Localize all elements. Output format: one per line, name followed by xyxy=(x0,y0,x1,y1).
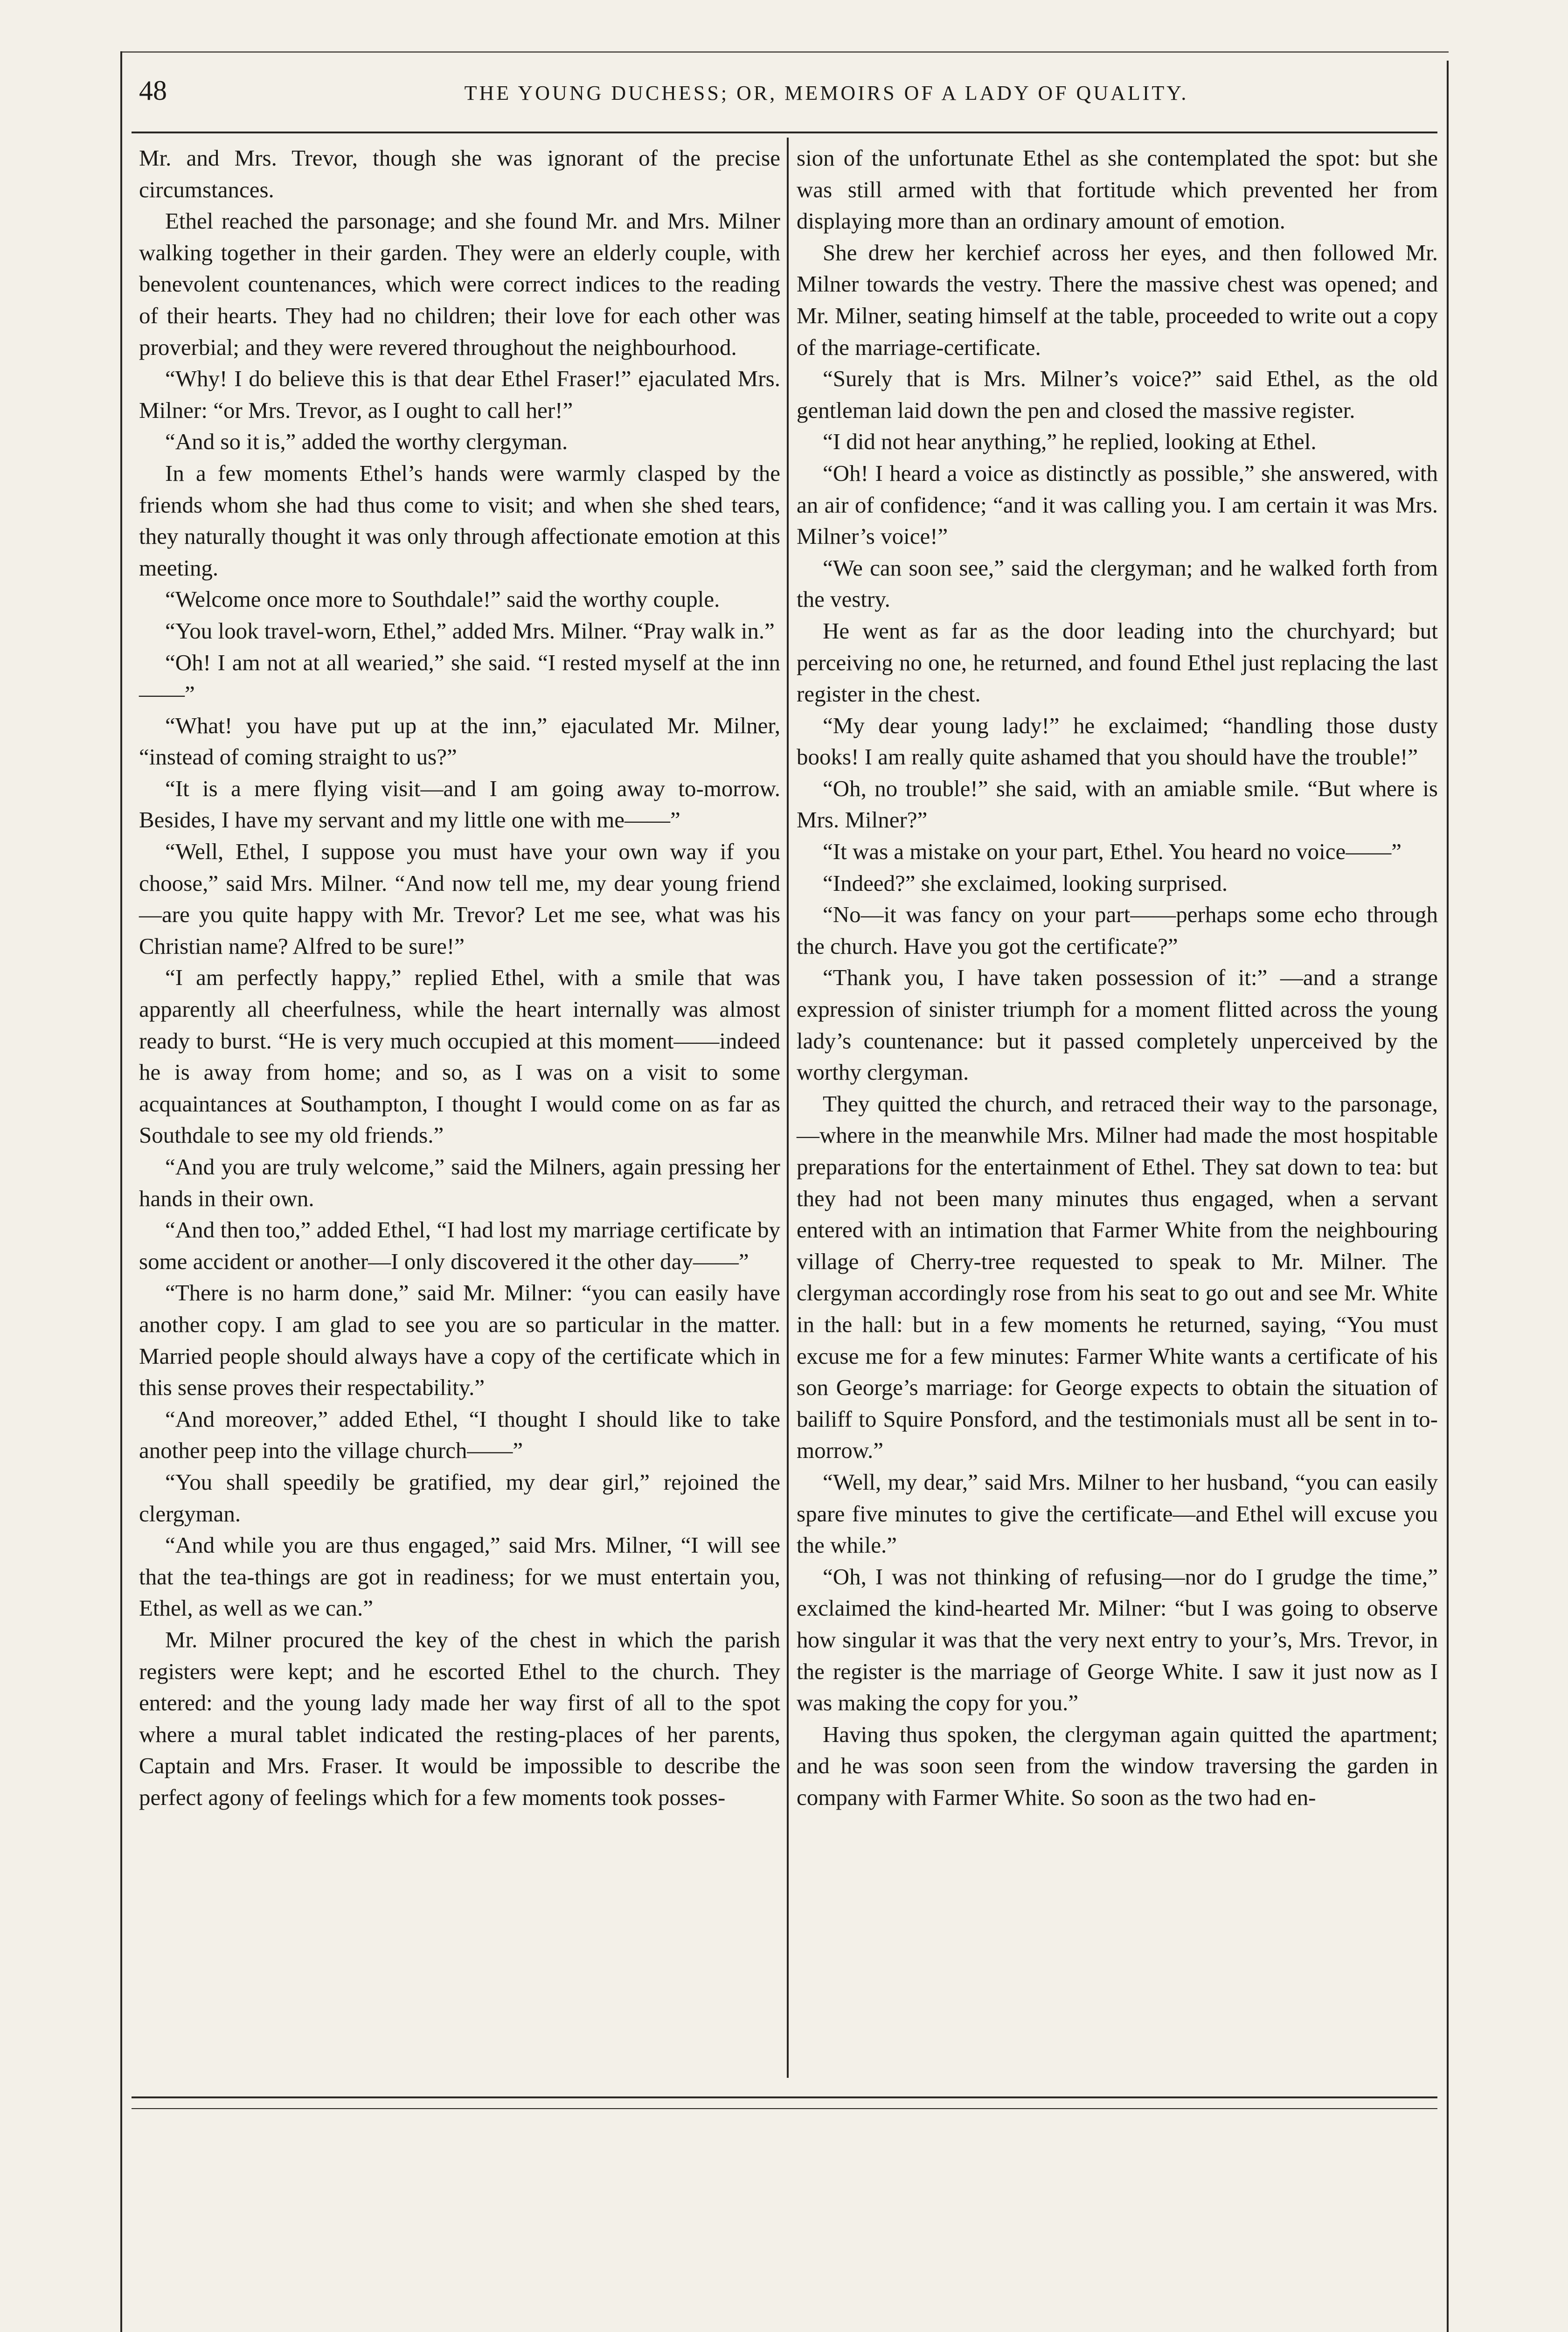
paragraph: “No—it was fancy on your part——perhaps some echo through the church. Have you got the certificate?” xyxy=(797,902,1438,959)
paragraph: “We can soon see,” said the clergyman; and he walked forth from the vestry. xyxy=(797,555,1438,612)
paragraph: Mr. and Mrs. Trevor, though she was ignorant of the precise circumstances. xyxy=(139,145,780,202)
paragraph: “And so it is,” added the worthy clergyman. xyxy=(165,429,568,455)
paragraph: “Indeed?” she exclaimed, looking surprised. xyxy=(823,870,1228,896)
page-header xyxy=(139,75,1430,117)
left-column xyxy=(139,142,780,1813)
left-border xyxy=(120,51,122,2332)
column-divider xyxy=(787,138,789,2078)
paragraph: She drew her kerchief across her eyes, and then followed Mr. Milner towards the vestry. There the massive chest was opened; and Mr. Milner, seating himself at the table, proceeded to write out a copy of the marriage-certificate. xyxy=(797,239,1438,360)
paragraph: “What! you have put up at the inn,” ejaculated Mr. Milner, “instead of coming straight to us?” xyxy=(139,712,780,770)
paragraph: “Oh, I was not thinking of refusing—nor do I grudge the time,” exclaimed the kind-hearted Mr. Milner: “but I was going to observe how singular it was that the very next entry to your’s, Mrs. Trevor, in the register is the marriage of George White. I saw it just now as I was making the copy for you.” xyxy=(797,1563,1438,1716)
header-rule xyxy=(132,132,1437,133)
paragraph: “Oh, no trouble!” she said, with an amiable smile. “But where is Mrs. Milner?” xyxy=(797,775,1438,833)
paragraph: Ethel reached the parsonage; and she found Mr. and Mrs. Milner walking together in their garden. They were an elderly couple, with benevolent countenances, which were correct indices to the reading of their hearts. They had no children; their love for each other was proverbial; and they were revered throughout the neighbourhood. xyxy=(139,208,780,360)
bottom-rule xyxy=(132,2096,1437,2098)
paragraph: “And while you are thus engaged,” said Mrs. Milner, “I will see that the tea-things are got in readiness; for we must entertain you, Ethel, as well as we can.” xyxy=(139,1532,780,1621)
paragraph: “You look travel-worn, Ethel,” added Mrs. Milner. “Pray walk in.” xyxy=(165,618,775,644)
right-border xyxy=(1447,61,1449,2332)
paragraph: “Well, Ethel, I suppose you must have your own way if you choose,” said Mrs. Milner. “And now tell me, my dear young friend—are you quite happy with Mr. Trevor? Let me see, what was his Christian name? Alfred to be sure!” xyxy=(139,839,780,959)
paragraph: “Surely that is Mrs. Milner’s voice?” said Ethel, as the old gentleman laid down the pen and closed the massive register. xyxy=(797,366,1438,423)
bottom-rule-thin xyxy=(132,2108,1437,2109)
paragraph: “It is a mere flying visit—and I am going away to-morrow. Besides, I have my servant and my little one with me——” xyxy=(139,775,780,833)
paragraph: “Oh! I heard a voice as distinctly as possible,” she answered, with an air of confidence; “and it was calling you. I am certain it was Mrs. Milner’s voice!” xyxy=(797,460,1438,549)
paragraph: “Well, my dear,” said Mrs. Milner to her husband, “you can easily spare five minutes to give the certificate—and Ethel will excuse you the while.” xyxy=(797,1469,1438,1558)
paragraph: He went as far as the door leading into the churchyard; but perceiving no one, he returned, and found Ethel just replacing the last register in the chest. xyxy=(797,618,1438,707)
paragraph: “And then too,” added Ethel, “I had lost my marriage certificate by some accident or another—I only discovered it the other day——” xyxy=(139,1217,780,1274)
paragraph: “And you are truly welcome,” said the Milners, again pressing her hands in their own. xyxy=(139,1154,780,1211)
paragraph: “My dear young lady!” he exclaimed; “handling those dusty books! I am really quite ashamed that you should have the trouble!” xyxy=(797,712,1438,770)
top-border xyxy=(120,51,1449,53)
running-title: THE YOUNG DUCHESS; OR, MEMOIRS OF A LADY OF QUALITY. xyxy=(464,82,1189,104)
right-column xyxy=(797,142,1438,1813)
page-frame xyxy=(120,51,1449,2332)
paragraph: They quitted the church, and retraced their way to the parsonage,—where in the meanwhile Mrs. Milner had made the most hospitable preparations for the entertainment of Ethel. They sat down to tea: but they had not been many minutes thus engaged, when a servant entered with an intimation that Farmer White from the neighbouring village of Cherry-tree requested to speak to Mr. Milner. The clergyman accordingly rose from his seat to go out and see Mr. White in the hall: but in a few moments he returned, saying, “You must excuse me for a few minutes: Farmer White wants a certificate of his son George’s marriage: for George expects to obtain the situation of bailiff to Squire Ponsford, and the testimonials must all be sent in to-morrow.” xyxy=(797,1090,1438,1464)
paragraph: “Thank you, I have taken possession of it:” —and a strange expression of sinister triumph for a moment flitted across the young lady’s countenance: but it passed completely unperceived by the worthy clergyman. xyxy=(797,965,1438,1085)
paragraph: “Welcome once more to Southdale!” said the worthy couple. xyxy=(165,586,720,612)
paragraph: “And moreover,” added Ethel, “I thought I should like to take another peep into the village church——” xyxy=(139,1406,780,1464)
paragraph: sion of the unfortunate Ethel as she contemplated the spot: but she was still armed with that fortitude which prevented her from displaying more than an ordinary amount of emotion. xyxy=(797,145,1438,234)
paragraph: “There is no harm done,” said Mr. Milner: “you can easily have another copy. I am glad to see you are so particular in the matter. Married people should always have a copy of the certificate which in this sense proves their respectability.” xyxy=(139,1280,780,1401)
paragraph: “You shall speedily be gratified, my dear girl,” rejoined the clergyman. xyxy=(139,1469,780,1527)
paragraph: “Oh! I am not at all wearied,” she said. “I rested myself at the inn——” xyxy=(139,649,780,707)
paragraph: Mr. Milner procured the key of the chest in which the parish registers were kept; and he escorted Ethel to the church. They entered: and the young lady made her way first of all to the spot where a mural tablet indicated the resting-places of her parents, Captain and Mrs. Fraser. It would be impossible to describe the perfect agony of feelings which for a few moments took posses- xyxy=(139,1626,780,1810)
paragraph: “Why! I do believe this is that dear Ethel Fraser!” ejaculated Mrs. Milner: “or Mrs. Trevor, as I ought to call her!” xyxy=(139,366,780,423)
paragraph: In a few moments Ethel’s hands were warmly clasped by the friends whom she had thus come to visit; and when she shed tears, they naturally thought it was only through affectionate emotion at this meeting. xyxy=(139,460,780,581)
paragraph: Having thus spoken, the clergyman again quitted the apartment; and he was soon seen from the window traversing the garden in company with Farmer White. So soon as the two had en- xyxy=(797,1721,1438,1810)
paragraph: “I did not hear anything,” he replied, looking at Ethel. xyxy=(823,429,1317,455)
paragraph: “I am perfectly happy,” replied Ethel, with a smile that was apparently all cheerfulness, while the heart internally was almost ready to burst. “He is very much occupied at this moment——indeed he is away from home; and so, as I was on a visit to some acquaintances at Southampton, I thought I would come on as far as Southdale to see my old friends.” xyxy=(139,965,780,1148)
page-number: 48 xyxy=(139,75,167,106)
paragraph: “It was a mistake on your part, Ethel. You heard no voice——” xyxy=(823,839,1402,865)
